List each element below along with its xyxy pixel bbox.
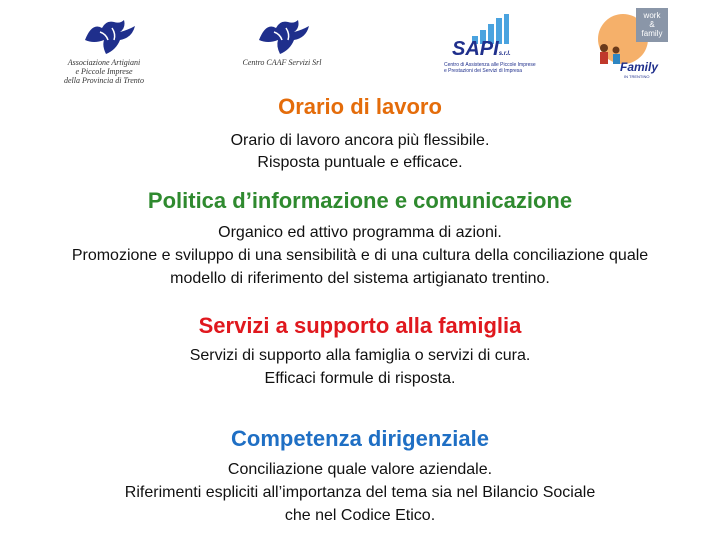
work-family-badge bbox=[636, 8, 668, 42]
section-line: modello di riferimento del sistema artigianato trentino. bbox=[170, 270, 550, 287]
eagle-icon bbox=[254, 18, 314, 58]
sapi-subtext-line-2: e Prestazioni dei Servizi di Impresa bbox=[444, 68, 523, 74]
section-title-politica: Politica d’informazione e comunicazione bbox=[147, 188, 573, 213]
caaf-logo-text: Centro CAAF Servizi Srl bbox=[242, 58, 322, 67]
section-line: Promozione e sviluppo di una sensibilità e di una cultura della conciliazione quale bbox=[71, 247, 649, 264]
section-line: Organico ed attivo programma di azioni. bbox=[218, 224, 502, 241]
artigiani-line-1: Associazione Artigiani bbox=[67, 58, 141, 67]
sapi-subtext-line-1: Centro di Assistenza alle Piccole Imprese bbox=[444, 62, 536, 68]
sapi-wordmark bbox=[452, 38, 511, 61]
sapi-text: SAPI bbox=[452, 38, 499, 60]
section-title-competenza: Competenza dirigenziale bbox=[231, 426, 489, 451]
sapi-suffix: s.r.l. bbox=[498, 51, 511, 57]
caaf-logo bbox=[222, 18, 342, 78]
family-wordmark: Family bbox=[620, 60, 659, 74]
family-subtext: IN TRENTINO bbox=[624, 74, 650, 79]
badge-line-3: family bbox=[641, 29, 663, 38]
badge-line-1: work bbox=[643, 11, 661, 20]
section-title-servizi: Servizi a supporto alla famiglia bbox=[198, 313, 522, 338]
section-title-orario: Orario di lavoro bbox=[278, 94, 442, 119]
section-line: Risposta puntuale e efficace. bbox=[257, 154, 463, 171]
artigiani-logo bbox=[40, 18, 160, 90]
sapi-logo bbox=[440, 14, 540, 84]
artigiani-logo-text bbox=[48, 58, 160, 85]
section-line: Efficaci formule di risposta. bbox=[264, 370, 456, 387]
family-logo bbox=[594, 6, 674, 80]
section-line: Orario di lavoro ancora più flessibile. bbox=[230, 132, 490, 149]
artigiani-line-3: della Provincia di Trento bbox=[63, 76, 145, 85]
badge-line-2: & bbox=[649, 20, 655, 29]
section-line: Conciliazione quale valore aziendale. bbox=[227, 461, 493, 478]
section-line: Riferimenti espliciti all’importanza del tema sia nel Bilancio Sociale bbox=[124, 484, 596, 501]
eagle-icon bbox=[80, 18, 140, 58]
sapi-subtext bbox=[444, 62, 540, 74]
artigiani-line-2: e Piccole Imprese bbox=[75, 67, 133, 76]
section-line: Servizi di supporto alla famiglia o servizi di cura. bbox=[189, 347, 531, 364]
section-line: che nel Codice Etico. bbox=[284, 507, 436, 524]
